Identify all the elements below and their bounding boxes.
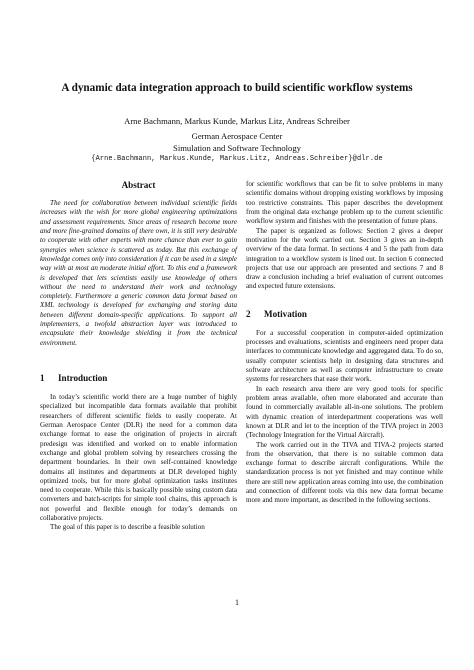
abstract-heading: Abstract (121, 180, 156, 190)
motivation-paragraph-3: The work carried out in the TIVA and TIVA-2 projects started from the observation, that there is no suitable common data exchange format to describe aircraft configurations. While the standardization process is not yet finished and may continue while there are still new application areas coming into use, the combination and connection of different tools via this new data format became more and more important, as described in the following sections. (246, 440, 443, 505)
author-emails: {Arne.Bachmann, Markus.Kunde, Markus.Litz, Andreas.Schreiber}@dlr.de (91, 155, 383, 163)
intro-paragraph-2: The goal of this paper is to describe a feasible solution (50, 523, 205, 532)
motivation-paragraph-2: In each research area there are very good tools for specific problem areas available, often more elaborated and accurate than found in commercially available all-in-one solutions. The problem with dynamic creation of interdepartment cooperations was well known at DLR and let to the inception of the TIVA project in 2003 (Technology Integration for the Virtual Aircraft). (246, 384, 443, 440)
author-list: Arne Bachmann, Markus Kunde, Markus Litz, Andreas Schreiber (124, 116, 350, 126)
affiliation (40, 130, 434, 154)
intro-paragraph-organization: The paper is organized as follows: Section 2 gives a deeper motivation for the work carried out. Section 3 gives an in-depth overview of the data format. In sections 4 and 5 the path from data integration to a workflow system is lined out. In section 6 connected projects that use our approach are presented and sections 7 and 8 draw a conclusion including a brief evaluation of current outcomes and expected future extensions. (246, 226, 443, 291)
affiliation-institution: German Aerospace Center (191, 131, 283, 141)
section-number: 1 (40, 373, 45, 383)
motivation-paragraph-1: For a successful cooperation in computer-aided optimization processes and evaluations, scientists and engineers need proper data interfaces to communicate knowledge and aggregated data. To do so, usually computer scientists help in designing data structures and software architecture as well as computer infrastructure to create systems for researchers that ease their work. (246, 328, 443, 384)
page-number: 1 (235, 598, 239, 607)
paper-title: A dynamic data integration approach to build scientific workflow systems (61, 82, 413, 94)
intro-paragraph-continuation: for scientific workflows that can be fit to solve problems in many scientific domains without dropping existing workflows by imposing too restrictive constraints. This paper describes the development from the original data exchange problem up to the current scientific workflow system and finishes with the presentation of future plans. (246, 180, 443, 226)
intro-paragraph-1: In today’s scientific world there are a huge number of highly specialized but incompatible data formats available that prohibit researchers of different scientific fields to easily cooperate. At German Aerospace Center (DLR) the need for a common data exchange format to ease the origination of projects in aircraft predesign was identified and worked on to enable information exchange and global problem solving by researchers crossing the department boundaries. In their own self-contained knowledge domains all institutes and departments at DLR developed highly optimized tools, but for more global optimization tasks institutes need to cooperate. While this is basically possible using custom data converters and batch-scripts for simple tool chains, this approach is not powerful and flexible enough for today’s demands on collaborative projects. (40, 393, 237, 523)
left-column (40, 180, 237, 533)
section-heading-motivation (246, 309, 443, 320)
right-column (246, 180, 443, 506)
section-heading-introduction (40, 373, 237, 384)
affiliation-department: Simulation and Software Technology (173, 143, 301, 153)
abstract-text: The need for collaboration between individual scientific fields increases with the wish for more global engineering optimizations and assessment requirements. Since areas of research become more and more fine-grained domains of there own, it is still very desirable to cooperate with other experts with more chance than ever to gain synergies when science is scattered as today. But this exchange of knowledge comes only into consideration if it can be used in a simple way with at most an moderate initial effort. To this end a framework is developed that lets scientists easily use knowledge of others without the need to understand their work and technology completely. Furthermore a generic common data format based on XML technology is developed for exchanging and storing data between different domain-specific applications. To support all implementers, a twofold abstraction layer was introduced to encapsulate their knowledge shielding it from the technical environment. (40, 199, 238, 347)
section-title: Introduction (58, 373, 108, 383)
section-number: 2 (246, 308, 251, 319)
section-title: Motivation (264, 308, 307, 319)
